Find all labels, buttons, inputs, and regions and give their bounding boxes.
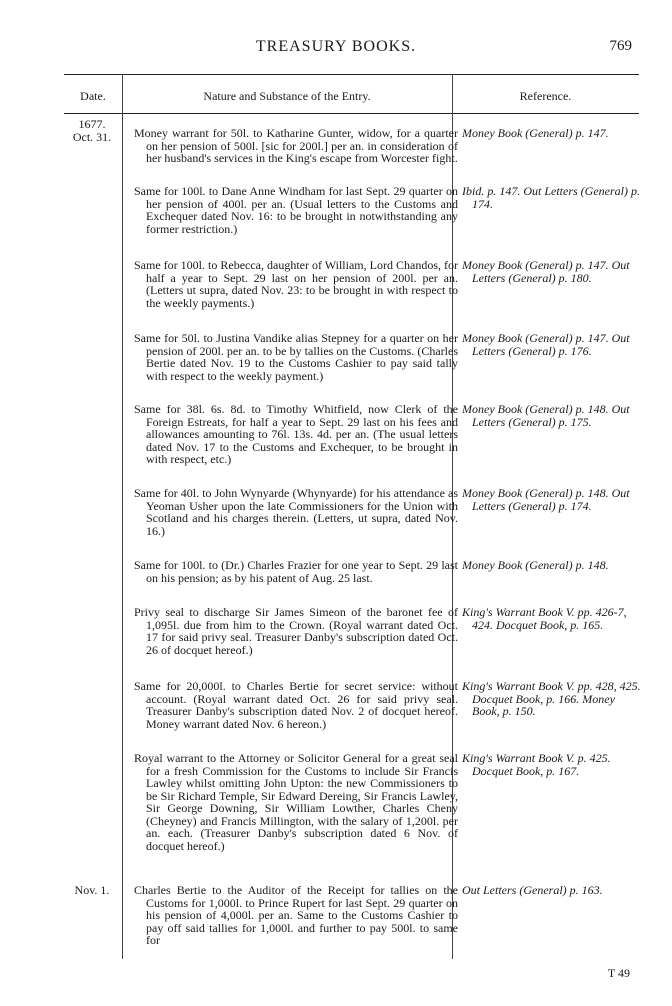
entry-reference: King's Warrant Book V. p. 425. Docquet Book, p. 167. xyxy=(462,751,611,778)
entry-text: Same for 50l. to Justina Vandike alias Stepney for a quarter on her pension of 200l. per an. to be by tallies on the Customs. (Charles Bertie dated Nov. 19 to the Customs Cashier to pay said tally with respect to the weekly payment.) xyxy=(134,331,458,383)
entry-text: Same for 38l. 6s. 8d. to Timothy Whitfield, now Clerk of the Foreign Estreats, for half a year to Sept. 29 last on his fees and allowances amounting to 76l. 13s. 4d. per an. (The usual letters dated Nov. 17 to the Customs and Exchequer, to be brought in with respect, etc.) xyxy=(134,402,458,466)
entry-reference: King's Warrant Book V. pp. 428, 425. Docquet Book, p. 166. Money Book, p. 150. xyxy=(462,679,641,718)
entry-reference: Ibid. p. 147. Out Letters (General) p. 174. xyxy=(462,184,640,211)
entry-reference: Money Book (General) p. 148. Out Letters (General) p. 175. xyxy=(462,402,630,429)
entry-reference: Money Book (General) p. 148. xyxy=(462,558,609,572)
entry-text: Money warrant for 50l. to Katharine Gunter, widow, for a quarter on her pension of 500l. [sic for 200l.] per an. in consideration of her husband's services in the King's escape from Worcester fight. xyxy=(134,126,458,165)
entry-text: Royal warrant to the Attorney or Solicitor General for a great seal for a fresh Commission for the Customs to include Sir Francis Lawley whilst omitting John Upton: the new Commissioners to be Sir Richard Temple, Sir Edward Dereing, Sir Francis Lawley, Sir George Downing, Sir William Lowther, Charles Cheny (Cheyney) and Francis Millington, with the salary of 1,200l. per an. each. (Treasurer Danby's subscription dated 6 Nov. of docquet hereof.) xyxy=(134,751,458,853)
entry-text: Same for 40l. to John Wynyarde (Whynyarde) for his attendance as Yeoman Usher upon the late Commissioners for the Union with Scotland and his charges therein. (Letters, ut supra, dated Nov. 16.) xyxy=(134,486,458,538)
column-header-date: Date. xyxy=(80,89,106,103)
entry-reference: Money Book (General) p. 147. xyxy=(462,126,609,140)
running-title: TREASURY BOOKS. xyxy=(255,38,417,55)
entry-text: Same for 100l. to Dane Anne Windham for last Sept. 29 quarter on her pension of 400l. per an. (Usual letters to the Customs and Exchequer dated Nov. 16: to be brought in notwithstanding any former restriction.) xyxy=(134,184,458,236)
entry-reference: Out Letters (General) p. 163. xyxy=(462,883,603,897)
entry-reference: Money Book (General) p. 147. Out Letters (General) p. 180. xyxy=(462,258,630,285)
entry-text: Same for 100l. to (Dr.) Charles Frazier for one year to Sept. 29 last on his pension; as by his patent of Aug. 25 last. xyxy=(134,558,458,585)
signature-mark: T 49 xyxy=(607,966,630,980)
entry-text: Privy seal to discharge Sir James Simeon of the baronet fee of 1,095l. due from him to the Crown. (Royal warrant dated Oct. 17 for said privy seal. Treasurer Danby's subscription dated Oct. 26 of docquet hereof.) xyxy=(134,605,458,657)
column-header-reference: Reference. xyxy=(519,89,572,103)
table-header-rule xyxy=(64,113,639,114)
entry-date: 1677. Oct. 31. xyxy=(72,117,112,144)
entry-text: Same for 20,000l. to Charles Bertie for secret service: without account. (Royal warrant dated Oct. 26 for said privy seal. Treasurer Danby's subscription dated Nov. 2 of docquet hereof. Money warrant dated Nov. 6 hereon.) xyxy=(134,679,458,731)
entry-text: Same for 100l. to Rebecca, daughter of William, Lord Chandos, for half a year to Sept. 29 last on her pension of 200l. per an. (Letters ut supra, dated Nov. 23: to be brought in with respect to the weekly payments.) xyxy=(134,258,458,310)
entry-reference: King's Warrant Book V. pp. 426-7, 424. Docquet Book, p. 165. xyxy=(462,605,627,632)
entry-date: Nov. 1. xyxy=(74,883,110,897)
entry-text: Charles Bertie to the Auditor of the Receipt for tallies on the Customs for 1,000l. to Prince Rupert for last Sept. 29 quarter on his pension of 4,000l. per an. Same to the Customs Cashier to pay off said tallies for 1,000l. and further to pay 500l. to same for xyxy=(134,883,458,947)
page-number: 769 xyxy=(609,38,632,54)
table-top-rule xyxy=(64,74,639,75)
entry-reference: Money Book (General) p. 148. Out Letters (General) p. 174. xyxy=(462,486,630,513)
column-divider-date xyxy=(122,74,123,959)
column-header-nature: Nature and Substance of the Entry. xyxy=(203,89,371,103)
entry-reference: Money Book (General) p. 147. Out Letters (General) p. 176. xyxy=(462,331,630,358)
